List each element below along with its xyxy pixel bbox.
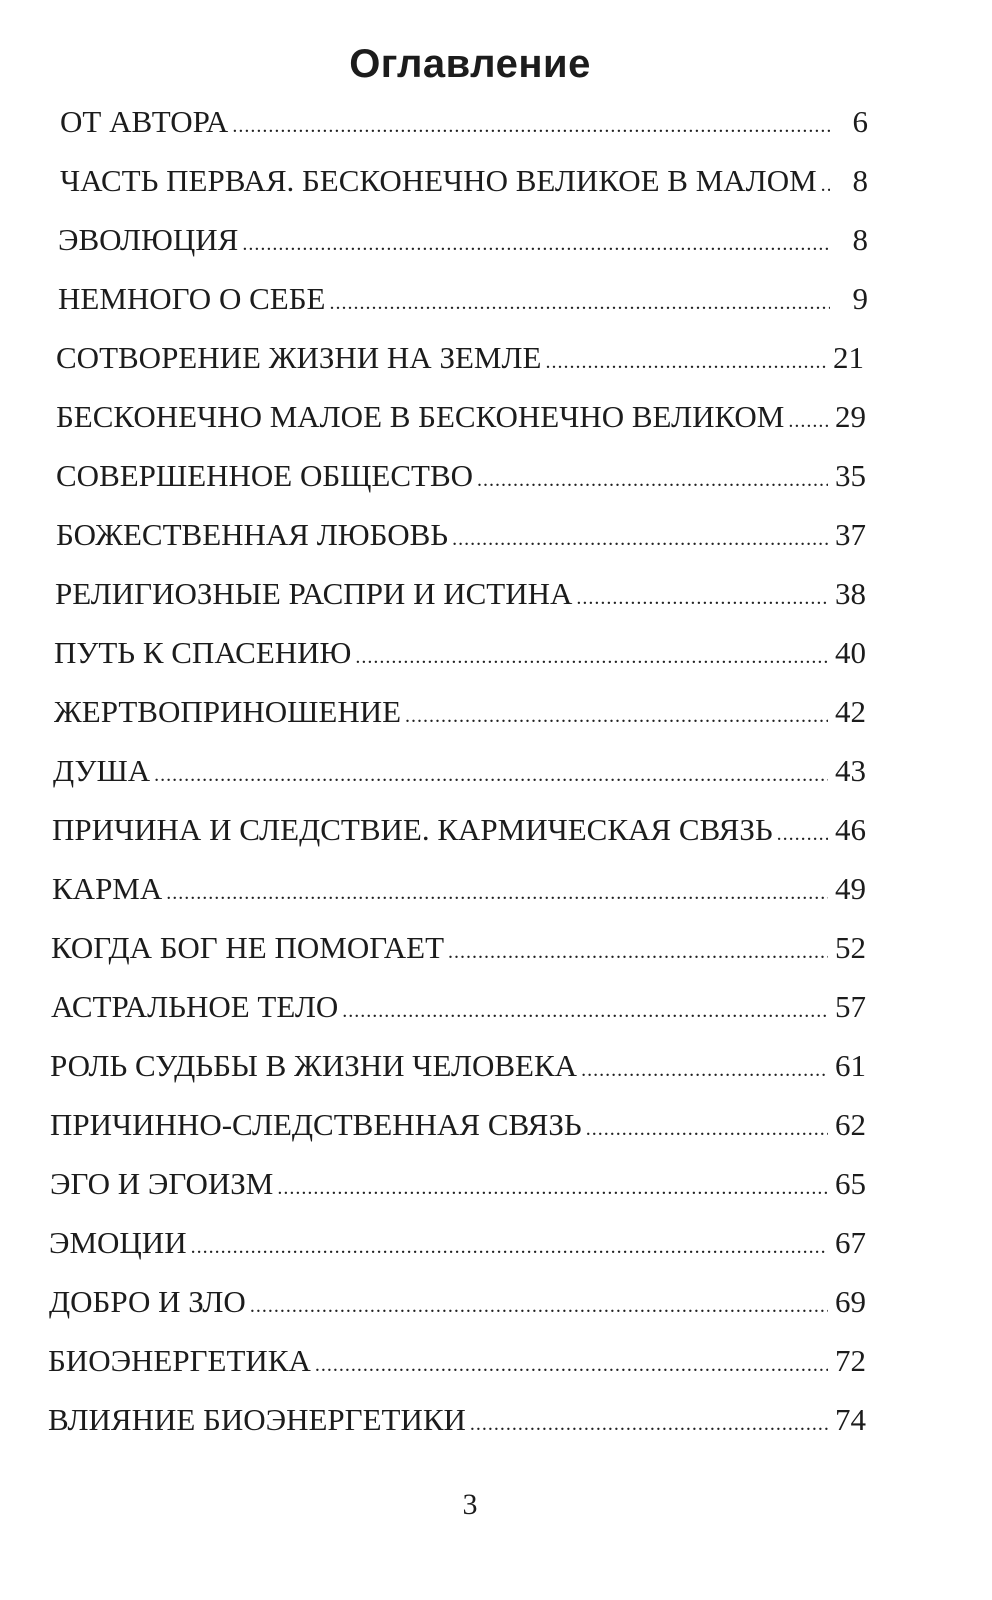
- toc-leader-dots: [355, 646, 828, 669]
- toc-leader-dots: [470, 1413, 828, 1436]
- toc-leader-dots: [154, 764, 828, 787]
- toc-entry-page: 9: [852, 281, 868, 316]
- toc-entry-page: 62: [835, 1107, 866, 1142]
- toc-entry-page: 8: [852, 163, 868, 198]
- toc-leader-dots: [477, 469, 828, 492]
- toc-entry-label: ПРИЧИНА И СЛЕДСТВИЕ. КАРМИЧЕСКАЯ СВЯЗЬ: [52, 812, 773, 847]
- toc-entry: [0, 163, 868, 222]
- page-title: Оглавление: [349, 42, 591, 86]
- toc-leader-dots: [581, 1059, 828, 1082]
- toc-entry-page: 72: [835, 1343, 866, 1378]
- toc-leader-dots: [586, 1118, 828, 1141]
- toc-entry-label: ЭМОЦИИ: [49, 1225, 187, 1260]
- toc-entry-page: 42: [835, 694, 866, 729]
- toc-entry: [0, 812, 866, 871]
- toc-leader-dots: [788, 410, 828, 433]
- toc-entry: [0, 1284, 866, 1343]
- toc-entry-page: 74: [835, 1402, 866, 1437]
- toc-leader-dots: [777, 823, 828, 846]
- toc-entry: [0, 1225, 866, 1284]
- toc-entry: [0, 281, 868, 340]
- toc-entry-page: 6: [852, 104, 868, 139]
- toc-entry-label: КОГДА БОГ НЕ ПОМОГАЕТ: [51, 930, 445, 965]
- toc-entry-page: 43: [835, 753, 866, 788]
- toc-leader-dots: [232, 115, 830, 138]
- toc-entry: [0, 753, 866, 812]
- toc-entry-page: 52: [835, 930, 866, 965]
- toc-entry-page: 8: [852, 222, 868, 257]
- toc-entry: [0, 1402, 866, 1461]
- toc-entry-label: ПУТЬ К СПАСЕНИЮ: [54, 635, 352, 670]
- toc-entry: [0, 1048, 866, 1107]
- toc-entry-page: 21: [833, 340, 864, 375]
- toc-entry-label: ПРИЧИННО-СЛЕДСТВЕННАЯ СВЯЗЬ: [50, 1107, 582, 1142]
- toc-entry-label: ЧАСТЬ ПЕРВАЯ. БЕСКОНЕЧНО ВЕЛИКОЕ В МАЛОМ: [60, 163, 817, 198]
- toc-leader-dots: [250, 1295, 828, 1318]
- toc-entry-page: 67: [835, 1225, 866, 1260]
- toc-entry-label: БИОЭНЕРГЕТИКА: [48, 1343, 311, 1378]
- toc-leader-dots: [329, 292, 830, 315]
- toc-entry-page: 49: [835, 871, 866, 906]
- toc-entry-label: БЕСКОНЕЧНО МАЛОЕ В БЕСКОНЕЧНО ВЕЛИКОМ: [56, 399, 785, 434]
- toc-entry-label: ЖЕРТВОПРИНОШЕНИЕ: [54, 694, 402, 729]
- toc-entry: [0, 458, 866, 517]
- toc-entry-label: СОВЕРШЕННОЕ ОБЩЕСТВО: [56, 458, 474, 493]
- toc-entry: [0, 222, 868, 281]
- toc-entry-label: РОЛЬ СУДЬБЫ В ЖИЗНИ ЧЕЛОВЕКА: [50, 1048, 578, 1083]
- toc-entry: [0, 104, 868, 163]
- toc-entry-page: 35: [835, 458, 866, 493]
- toc-entry-label: ЭГО И ЭГОИЗМ: [50, 1166, 274, 1201]
- toc-entry-label: ДУША: [53, 753, 151, 788]
- toc-leader-dots: [166, 882, 828, 905]
- toc-leader-dots: [821, 174, 830, 197]
- toc-leader-dots: [452, 528, 828, 551]
- toc-entry-label: БОЖЕСТВЕННАЯ ЛЮБОВЬ: [56, 517, 449, 552]
- toc-list: [0, 104, 992, 1461]
- toc-leader-dots: [191, 1236, 828, 1259]
- toc-entry-page: 29: [835, 399, 866, 434]
- toc-entry: [0, 871, 866, 930]
- toc-entry-page: 65: [835, 1166, 866, 1201]
- toc-entry: [0, 1343, 866, 1402]
- toc-leader-dots: [576, 587, 828, 610]
- toc-entry-label: РЕЛИГИОЗНЫЕ РАСПРИ И ИСТИНА: [55, 576, 573, 611]
- page-number: 3: [462, 1488, 478, 1521]
- toc-leader-dots: [545, 351, 826, 374]
- toc-leader-dots: [342, 1000, 828, 1023]
- toc-entry-page: 37: [835, 517, 866, 552]
- toc-entry-label: КАРМА: [52, 871, 163, 906]
- toc-entry: [0, 517, 866, 576]
- toc-entry-page: 38: [835, 576, 866, 611]
- toc-leader-dots: [315, 1354, 828, 1377]
- toc-entry: [0, 399, 866, 458]
- toc-leader-dots: [242, 233, 830, 256]
- toc-entry: [0, 340, 864, 399]
- toc-entry-page: 69: [835, 1284, 866, 1319]
- toc-entry-label: ЭВОЛЮЦИЯ: [58, 222, 239, 257]
- toc-entry: [0, 930, 866, 989]
- toc-leader-dots: [448, 941, 828, 964]
- toc-entry-label: СОТВОРЕНИЕ ЖИЗНИ НА ЗЕМЛЕ: [56, 340, 542, 375]
- toc-entry: [0, 576, 866, 635]
- toc-entry-page: 46: [835, 812, 866, 847]
- toc-entry-label: ОТ АВТОРА: [60, 104, 229, 139]
- toc-entry-page: 40: [835, 635, 866, 670]
- toc-entry-label: ВЛИЯНИЕ БИОЭНЕРГЕТИКИ: [48, 1402, 466, 1437]
- toc-entry: [0, 1107, 866, 1166]
- toc-entry: [0, 1166, 866, 1225]
- toc-entry: [0, 694, 866, 753]
- toc-leader-dots: [277, 1177, 828, 1200]
- toc-entry: [0, 989, 866, 1048]
- toc-entry-label: ДОБРО И ЗЛО: [49, 1284, 246, 1319]
- toc-entry-label: АСТРАЛЬНОЕ ТЕЛО: [51, 989, 339, 1024]
- toc-entry-label: НЕМНОГО О СЕБЕ: [58, 281, 326, 316]
- toc-entry: [0, 635, 866, 694]
- toc-entry-page: 57: [835, 989, 866, 1024]
- toc-entry-page: 61: [835, 1048, 866, 1083]
- toc-leader-dots: [405, 705, 828, 728]
